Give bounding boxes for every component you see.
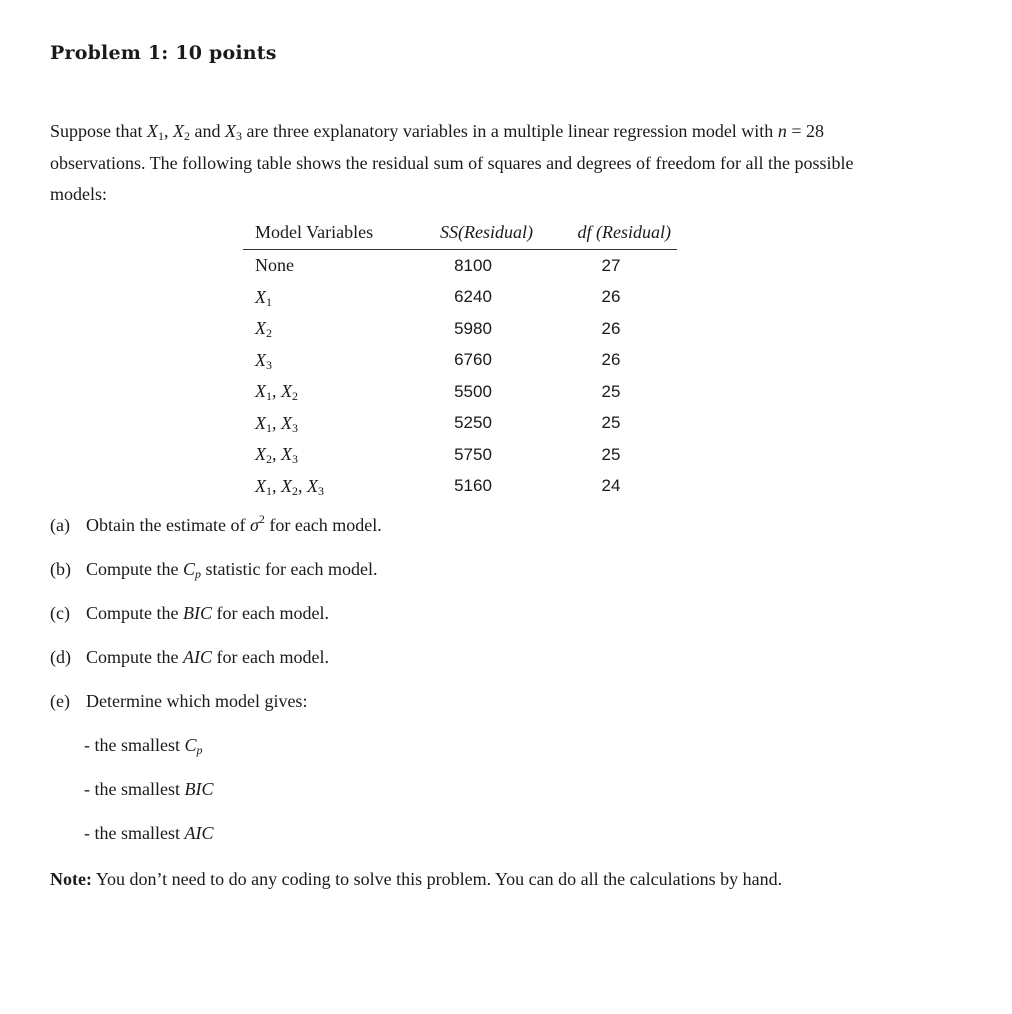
cell-df-residual: 25	[601, 381, 621, 401]
var-x3: X	[225, 121, 236, 141]
cell-model-variables: $X_1$, $X_2$	[255, 381, 298, 404]
header-model-variables: Model Variables	[243, 217, 401, 250]
problem-intro: Suppose that $X_1$, $X_2$ and $X_3$ are three explanatory variables in a multiple linear regression model with n = 28 observations. The following table shows the residual sum of squares and degrees of freedom for all the possible models:	[50, 121, 854, 204]
cell-model-variables: $X_1$	[255, 286, 272, 309]
cell-df-residual: 25	[601, 444, 621, 464]
cell-df-residual: 27	[601, 255, 621, 275]
note-text: You don’t need to do any coding to solve this problem. You can do all the calculations by hand.	[91, 869, 783, 889]
problem-title: Problem 1: 10 points	[50, 42, 277, 64]
cell-ss-residual: 5250	[454, 413, 492, 433]
table-row	[243, 313, 677, 345]
cell-model-variables: $X_1$, $X_2$, $X_3$	[255, 475, 324, 498]
questions-list	[50, 510, 910, 862]
cell-df-residual: 25	[601, 413, 621, 433]
note	[50, 864, 900, 896]
cell-ss-residual: 6760	[454, 350, 492, 370]
model-table	[243, 217, 677, 502]
question-b: (b) Compute the $C_p$ statistic for each model.	[50, 559, 378, 581]
cell-df-residual: 26	[601, 318, 621, 338]
question-a: (a) Obtain the estimate of $\sigma^2$ for each model.	[50, 512, 382, 535]
cell-model-variables: None	[255, 255, 294, 276]
note-label: Note:	[50, 869, 92, 889]
cell-ss-residual: 5980	[454, 318, 492, 338]
table-row	[243, 345, 677, 377]
cell-ss-residual: 5750	[454, 444, 492, 464]
question-d: (d) Compute the AIC for each model.	[50, 647, 329, 667]
var-x1: X	[147, 121, 158, 141]
cell-ss-residual: 8100	[454, 255, 492, 275]
var-n: n	[777, 121, 787, 141]
table-row	[243, 408, 677, 440]
question-c: (c) Compute the BIC for each model.	[50, 603, 329, 623]
cell-df-residual: 24	[601, 476, 621, 496]
cell-df-residual: 26	[601, 350, 621, 370]
cell-model-variables: $X_2$, $X_3$	[255, 444, 298, 467]
question-e: (e) Determine which model gives:	[50, 691, 308, 711]
cell-model-variables: $X_2$	[255, 318, 272, 341]
table-row	[243, 250, 677, 282]
cell-model-variables: $X_1$, $X_3$	[255, 412, 298, 435]
question-e-item-bic: - the smallest BIC	[84, 779, 214, 799]
cell-ss-residual: 5500	[454, 381, 492, 401]
cell-ss-residual: 6240	[454, 287, 492, 307]
question-e-item-cp: - the smallest $C_p$	[84, 735, 203, 757]
cell-model-variables: $X_3$	[255, 349, 272, 372]
table-row	[243, 439, 677, 471]
table-row	[243, 282, 677, 314]
table-header-row	[243, 217, 677, 250]
cell-ss-residual: 5160	[454, 476, 492, 496]
header-df-residual: df (Residual)	[539, 217, 677, 250]
question-e-item-aic: - the smallest AIC	[84, 823, 214, 843]
var-x2: X	[173, 121, 184, 141]
cell-df-residual: 26	[601, 287, 621, 307]
table-row	[243, 376, 677, 408]
table-body	[243, 250, 677, 503]
table-row	[243, 471, 677, 503]
header-ss-residual: SS(Residual)	[401, 217, 539, 250]
